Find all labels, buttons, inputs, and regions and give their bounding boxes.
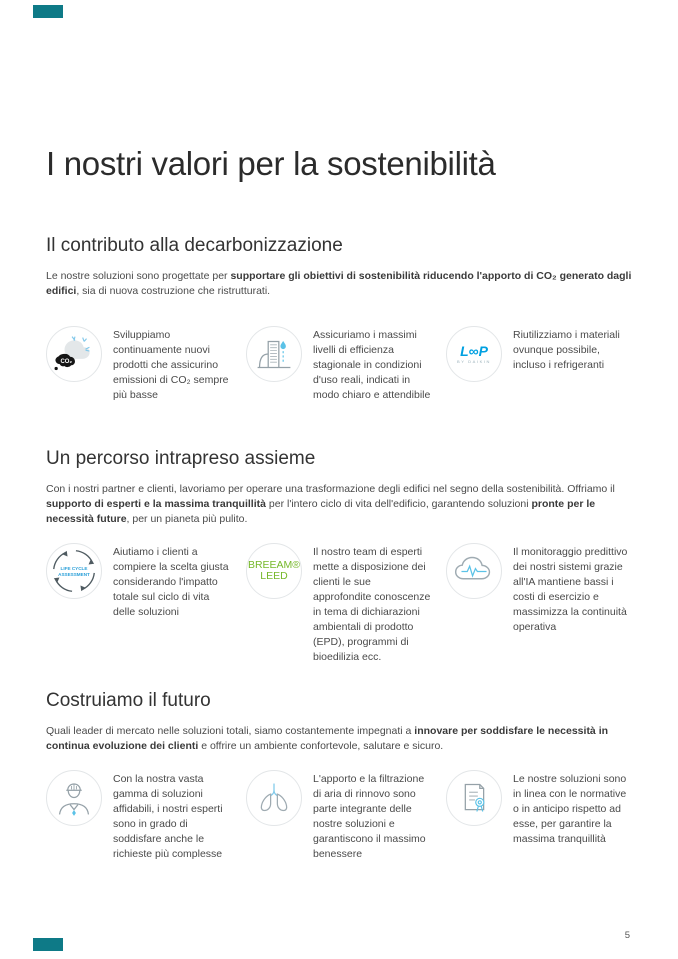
paragraph-segment-bold: innovare per soddisfare le necessità in continua evoluzione dei clienti	[46, 725, 609, 752]
loop-by-daikin-logo	[446, 326, 502, 382]
section-heading: Il contributo alla decarbonizzazione	[46, 235, 343, 256]
building-efficiency-icon	[246, 326, 302, 382]
value-item	[446, 770, 632, 862]
section-paragraph	[46, 724, 632, 754]
paragraph-segment: per l'intero ciclo di vita dell'edificio, garantendo soluzioni	[265, 498, 532, 510]
leed-label: LEED	[260, 570, 288, 582]
section-percorso	[46, 447, 632, 665]
value-item	[246, 770, 432, 862]
paragraph-segment: Quali leader di mercato nelle soluzioni totali, siamo costantemente impegnati a	[46, 725, 415, 737]
life-cycle-label-line2: ASSESSMENT	[58, 571, 90, 577]
breeam-label: BREEAM®	[247, 558, 301, 571]
value-item-text: Assicuriamo i massimi livelli di efficienza stagionale in condizioni d'uso reali, indicati in modo chiaro e attendibile	[313, 329, 431, 401]
value-item	[446, 326, 632, 403]
paragraph-segment-bold: pronte per le necessità future	[46, 498, 596, 525]
paragraph-segment: Le nostre soluzioni sono progettate per	[46, 270, 231, 282]
value-item	[446, 543, 632, 665]
paragraph-segment: , sia di nuova costruzione che ristrutturati.	[76, 285, 271, 297]
co2-emissions-icon	[46, 326, 102, 382]
life-cycle-label-line1: LIFE CYCLE	[60, 566, 88, 572]
section-heading: Un percorso intrapreso assieme	[46, 448, 316, 469]
section-paragraph	[46, 482, 632, 527]
section-heading: Costruiamo il futuro	[46, 690, 211, 711]
breeam-leed-logo	[246, 543, 302, 599]
value-item	[246, 326, 432, 403]
value-item-text: L'apporto e la filtrazione di aria di rinnovo sono parte integrante delle nostre soluzioni e garantiscono il massimo benessere	[313, 773, 426, 860]
value-item-text: Il nostro team di esperti mette a disposizione dei clienti le sue approfondite conoscenze in tema di dichiarazioni ambientali di prodotto (EPD), programmi di bioedilizia ecc.	[313, 546, 431, 663]
value-item-text: Aiutiamo i clienti a compiere la scelta giusta considerando l'impatto totale sul ciclo di vita delle soluzioni	[113, 546, 229, 618]
page-title: I nostri valori per la sostenibilità	[46, 145, 496, 182]
paragraph-segment-bold: supportare gli obiettivi di sostenibilità riducendo l'apporto di CO₂ generato dagli edifici	[46, 270, 632, 297]
value-item-text: Sviluppiamo continuamente nuovi prodotti che assicurino emissioni di CO₂ sempre più basse	[113, 329, 229, 401]
co2-label: CO₂	[60, 359, 73, 366]
value-items-row	[46, 543, 632, 665]
loop-wordmark: L∞P	[460, 343, 488, 359]
value-item	[46, 326, 232, 403]
value-item-text: Con la nostra vasta gamma di soluzioni affidabili, i nostri esperti sono in grado di soddisfare anche le richieste più complesse	[113, 773, 223, 860]
page-number: 5	[624, 930, 630, 941]
value-items-row	[46, 326, 632, 403]
value-item	[46, 770, 232, 862]
technician-icon	[46, 770, 102, 826]
section-decarbonizzazione	[46, 234, 632, 403]
value-item-text: Le nostre soluzioni sono in linea con le normative o in anticipo rispetto ad esse, per garantire la massima tranquillità	[513, 773, 627, 845]
lungs-air-icon	[246, 770, 302, 826]
section-paragraph	[46, 269, 632, 299]
paragraph-segment: , per un pianeta più pulito.	[126, 513, 248, 525]
life-cycle-assessment-icon	[46, 543, 102, 599]
section-futuro	[46, 689, 632, 862]
certificate-icon	[446, 770, 502, 826]
brand-corner-bar-bottom	[33, 938, 63, 951]
cloud-ai-monitoring-icon	[446, 543, 502, 599]
value-items-row	[46, 770, 632, 862]
value-item-text: Riutilizziamo i materiali ovunque possibile, incluso i refrigeranti	[513, 329, 620, 371]
value-item	[46, 543, 232, 665]
loop-subtext: BY DAIKIN	[456, 359, 492, 364]
value-item-text: Il monitoraggio predittivo dei nostri sistemi grazie all'IA mantiene bassi i costi di esercizio e massimizza la continuità operativa	[513, 546, 628, 633]
paragraph-segment: e offrire un ambiente confortevole, salutare e sicuro.	[198, 740, 444, 752]
paragraph-segment-bold: supporto di esperti e la massima tranquillità	[46, 498, 266, 510]
paragraph-segment: Con i nostri partner e clienti, lavoriamo per operare una trasformazione degli edifici nel segno della sostenibilità. Offriamo il	[46, 483, 615, 495]
brand-corner-bar-top	[33, 5, 63, 18]
value-item	[246, 543, 432, 665]
